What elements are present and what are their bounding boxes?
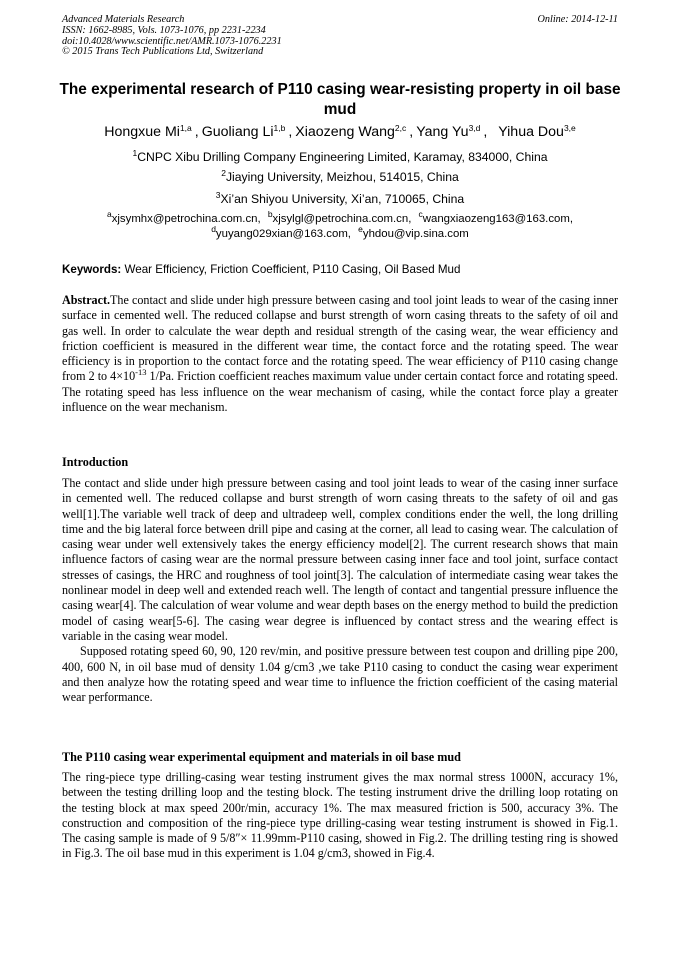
- author-list: Hongxue Mi$^{1,a}$ , Guoliang Li$^{1,b}$ , Xiaozeng Wang$^{2,c}$ , Yang Yu$^{3,d}$ , Yihua Dou$^{3,e}$: [104, 123, 576, 140]
- abstract-paragraph: Abstract.The contact and slide under high pressure between casing and tool joint leads to wear of the casing inner surface in cemented well. The reduced collapse and burst strength of worn casing threats to the safety of oil and gas well. In order to calculate the wear depth and residual strength of the casing wear, the wear efficiency and friction coefficient is measured in the different wear time, the contact force and the rotating speed. The wear efficiency is in proportion to the contact force and the rotating speed. The wear efficiency of P110 casing change from 2 to $4\times 10^{-13}$ 1/Pa. Friction coefficient reaches maximum value under certain contact force and rotating speed. The rotating speed has less influence on the wear mechanism of casing, while the contact force play a greater influence on the wear mechanism.: [62, 293, 618, 415]
- author: Guoliang Li$^{1,b}$: [201, 123, 286, 140]
- affiliation: $^3$Xi’an Shiyou University, Xi’an, 710065, China: [215, 190, 465, 206]
- intro-paragraph: Supposed rotating speed 60, 90, 120 rev/min, and positive pressure between test coupon and drilling pipe 200, 400, 600 N, in oil base mud of density 1.04 g/cm3 ,we take P110 casing to conduct the casing wear experiment and then analyze how the rotating speed and wear time to influence the friction coefficient of the casing material wear performance.: [62, 644, 618, 705]
- author: Hongxue Mi$^{1,a}$: [104, 123, 192, 140]
- keywords-label: Keywords:: [62, 263, 122, 276]
- abstract-label: Abstract.: [62, 293, 111, 307]
- abstract: [62, 293, 618, 415]
- author: Yang Yu$^{3,d}$: [416, 123, 481, 140]
- email-link[interactable]: $^c$wangxiaozeng163@163.com,: [418, 209, 574, 225]
- equipment-paragraph: The ring-piece type drilling-casing wear testing instrument gives the max normal stress 1000N, accuracy 1%, between the testing drilling loop and the testing block. The testing instrument drive the drilling loop rotating on the testing block at max speed 200r/min, accuracy 1%. The max measured friction is 500, accuracy 3%. The construction and composition of the ring-piece type drilling-casing wear testing instrument is showed in Fig.1. The casing sample is made of 9 5/8″× 11.99mm-P110 casing, showed in Fig.2. The drilling testing ring is showed in Fig.3. The oil base mud in this experiment is 1.04 g/cm3, showed in Fig.4.: [62, 770, 618, 861]
- section-heading-equipment: The P110 casing wear experimental equipment and materials in oil base mud: [62, 750, 461, 764]
- author: Xiaozeng Wang$^{2,c}$: [295, 123, 407, 140]
- keywords-text: Wear Efficiency, Friction Coefficient, P110 Casing, Oil Based Mud: [124, 263, 461, 276]
- email-link[interactable]: $^e$yhdou@vip.sina.com: [358, 224, 469, 240]
- intro-paragraph: The contact and slide under high pressure between casing and tool joint leads to wear of the casing inner surface in cemented well. The reduced collapse and burst strength of worn casing threats to the safety of oil and gas well[1].The variable well track of deep and ultradeep well, complex conditions ender the well, the long drilling time and the big lateral force between drill pipe and casing at the corner, all lead to casing wear. The calculation of casing wear under well extensively takes the energy efficiency model[2]. The current research shows that main influence factors of casing wear are the normal pressure between casing inner face and tool joint, surface contact stresses of casings, the HRC and roughness of tool joint[3]. The calculation of intermediate casing wear takes the nonlinear model in deep well and extended reach well. The length of contact and tangential pressure influence the casing wear[4]. The calculation of wear volume and wear depth bases on the energy method to build the prediction model of casing wear[5-6]. The casing wear degree is influenced by contact stress and the wearing effect is variable in the casing wear model.: [62, 476, 618, 643]
- paper-title: The experimental research of P110 casing wear-resisting property in oil base mud: [59, 81, 621, 118]
- email-link[interactable]: $^a$xjsymhx@petrochina.com.cn,: [106, 209, 261, 225]
- introduction-section: [62, 476, 618, 705]
- author: Yihua Dou$^{3,e}$: [498, 123, 576, 140]
- keywords: [62, 263, 618, 276]
- copyright-line: © 2015 Trans Tech Publications Ltd, Switzerland: [62, 46, 264, 58]
- journal-header: [62, 15, 618, 58]
- section-heading-introduction: Introduction: [62, 455, 129, 469]
- email-list: [40, 209, 640, 242]
- issn-line: ISSN: 1662-8985, Vols. 1073-1076, pp 2231-2234: [62, 24, 266, 36]
- email-link[interactable]: $^b$xjsylgl@petrochina.com.cn,: [267, 209, 412, 225]
- affiliation: $^1$CNPC Xibu Drilling Company Engineering Limited, Karamay, 834000, China: [132, 148, 548, 164]
- email-link[interactable]: $^d$yuyang029xian@163.com,: [211, 224, 351, 240]
- online-date: Online: 2014-12-11: [537, 14, 618, 25]
- affiliation: $^2$Jiaying University, Meizhou, 514015, China: [221, 168, 459, 184]
- doi-line: doi:10.4028/www.scientific.net/AMR.1073-1076.2231: [62, 35, 282, 47]
- journal-name: Advanced Materials Research: [62, 14, 185, 25]
- equipment-section: [62, 770, 618, 862]
